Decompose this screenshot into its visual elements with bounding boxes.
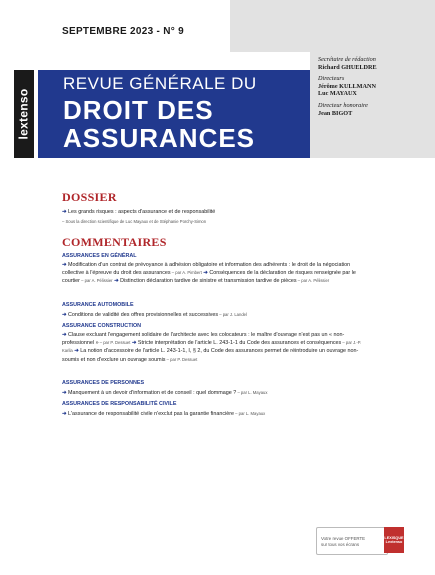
promo-line2: sur tous vos écrans xyxy=(321,541,360,547)
arrow-icon: ➜ xyxy=(62,209,67,215)
staff-role: Directeurs xyxy=(318,75,345,83)
arrow-icon: ➜ xyxy=(74,348,79,355)
staff-name: Luc MAYAUX xyxy=(318,90,357,98)
arrow-icon: ➜ xyxy=(203,270,208,277)
staff-role: Directeur honoraire xyxy=(318,101,368,109)
commentaires-heading: COMMENTAIRES xyxy=(62,235,167,249)
arrow-icon: ➜ xyxy=(62,332,67,338)
journal-title-line1: REVUE GÉNÉRALE DU xyxy=(63,74,257,93)
staff-panel xyxy=(310,52,435,158)
section-title: ASSURANCES EN GÉNÉRAL xyxy=(62,253,137,259)
section-title: ASSURANCES DE RESPONSABILITÉ CIVILE xyxy=(62,401,177,407)
publisher-logo: LEXISQUE Lextenso xyxy=(384,527,404,553)
dossier-note: – Sous la direction scientifique de Luc Mayaux et de Stéphanie Porchy-Simon xyxy=(62,219,207,224)
arrow-icon: ➜ xyxy=(62,312,67,318)
arrow-icon: ➜ xyxy=(62,411,67,417)
journal-title-line2: DROIT DES xyxy=(63,95,214,125)
arrow-icon: ➜ xyxy=(114,278,119,285)
journal-title-box xyxy=(38,70,310,158)
staff-name: Jean BIGOT xyxy=(318,109,353,117)
arrow-icon: ➜ xyxy=(131,340,137,347)
dossier-item: ➜ Les grands risques : aspects d'assurance et de responsabilité xyxy=(62,209,216,215)
arrow-icon: ➜ xyxy=(62,390,67,396)
promo-line1: Votre revue OFFERTE xyxy=(321,536,366,541)
header-gray-band xyxy=(230,0,435,52)
article-entry: ➜ Modification d'un contrat de prévoyance à adhésion obligatoire et information des adhérents : le droit de la négociation collective à l'épreuve du droit des assurances – par A. Pimbert ➜ Conséquences de la déclaration de risques renseignée par le courtier – par A. Pélissier ➜ Distinction déclaration tardive de sinistre et transmission tardive de pièces – par A. Pélissier xyxy=(62,262,356,285)
article-entry: ➜ Manquement à un devoir d'information et de conseil : quel dommage ? – par L. Mayaux xyxy=(62,390,268,396)
article-entry: ➜ Clause excluant l'engagement solidaire de l'architecte avec les colocateurs : le maître d'ouvrage n'est pas un « non-professionnel » – par P. Dessuet ➜ Stricte interprétation de l'article L. 243-1-1 du Code des assurances et conséquences – par J.-P. Karila ➜ La notion d'accessoire de l'article L. 243-1-1, I, § 2, du Code des assurances permet de réintroduire un ouvrage non-soumis et non d'exclure un ouvrage soumis – par P. Dessuet xyxy=(62,332,362,363)
staff-name: Jérôme KULLMANN xyxy=(318,82,376,90)
journal-title-line3: ASSURANCES xyxy=(63,123,256,153)
brand-logo: lextenso xyxy=(17,88,31,140)
article-entry: ➜ Conditions de validité des offres provisionnelles et successives – par J. Landel xyxy=(62,312,247,318)
section-title: ASSURANCE AUTOMOBILE xyxy=(62,302,134,308)
staff-role: Secrétaire de rédaction xyxy=(318,56,376,63)
article-entry: ➜ L'assurance de responsabilité civile n'exclut pas la garantie financière – par L. Mayaux xyxy=(62,411,266,417)
arrow-icon: ➜ xyxy=(62,262,67,268)
staff-name: Richard GHUELDRE xyxy=(318,63,377,71)
section-title: ASSURANCE CONSTRUCTION xyxy=(62,323,142,329)
section-title: ASSURANCES DE PERSONNES xyxy=(62,380,145,386)
promo-box[interactable] xyxy=(316,527,388,555)
issue-number: SEPTEMBRE 2023 - N° 9 xyxy=(62,26,185,37)
dossier-heading: DOSSIER xyxy=(62,190,117,204)
